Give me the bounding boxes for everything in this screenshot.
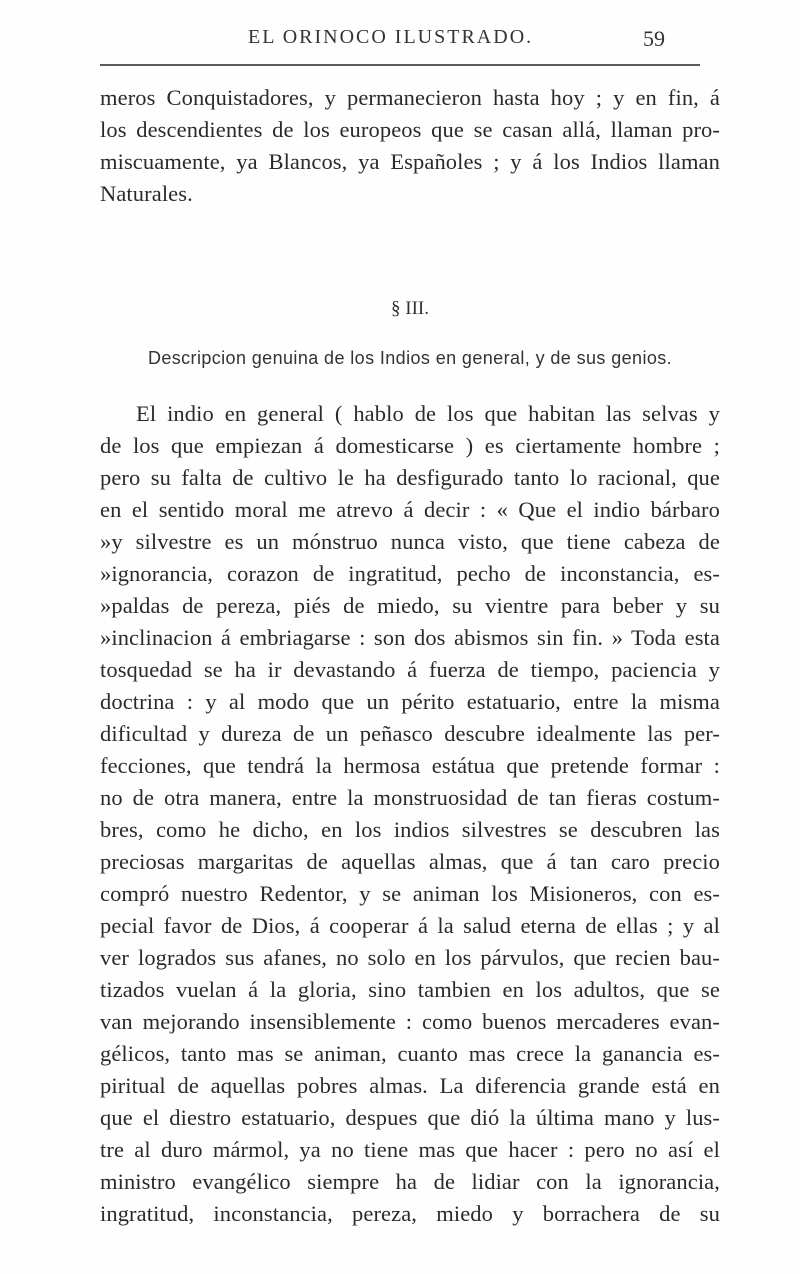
text-line: pecial favor de Dios, á cooperar á la salud eterna de ellas ; y al	[100, 913, 720, 938]
text-line: piritual de aquellas pobres almas. La diferencia grande está en	[100, 1073, 720, 1098]
text-line: Naturales.	[100, 181, 193, 206]
text-line: bres, como he dicho, en los indios silvestres se descubren las	[100, 817, 720, 842]
text-line: compró nuestro Redentor, y se animan los Misioneros, con es-	[100, 881, 720, 906]
section-subtitle: Descripcion genuina de los Indios en general, y de sus genios.	[147, 348, 673, 368]
text-line: gélicos, tanto mas se animan, cuanto mas crece la ganancia es-	[100, 1041, 720, 1066]
text-line: los descendientes de los europeos que se casan allá, llaman pro-	[100, 117, 720, 142]
text-line: dificultad y dureza de un peñasco descubre idealmente las per-	[100, 721, 720, 746]
text-line: ministro evangélico siempre ha de lidiar con la ignorancia,	[100, 1169, 720, 1194]
text-line: no de otra manera, entre la monstruosidad de tan fieras costum-	[100, 785, 720, 810]
text-line: tosquedad se ha ir devastando á fuerza de tiempo, paciencia y	[100, 657, 720, 682]
text-line: van mejorando insensiblemente : como buenos mercaderes evan-	[100, 1009, 720, 1034]
opening-paragraph	[100, 82, 720, 210]
text-line: que el diestro estatuario, despues que dió la última mano y lus-	[100, 1105, 720, 1130]
text-line: miscuamente, ya Blancos, ya Españoles ; y á los Indios llaman	[100, 149, 720, 174]
text-line: »paldas de pereza, piés de miedo, su vientre para beber y su	[100, 593, 720, 618]
running-title: EL ORINOCO ILUSTRADO.	[248, 26, 534, 48]
text-line: de los que empiezan á domesticarse ) es ciertamente hombre ;	[100, 433, 720, 458]
text-line: fecciones, que tendrá la hermosa estátua que pretende formar :	[100, 753, 720, 778]
running-head	[0, 26, 800, 56]
text-line: meros Conquistadores, y permanecieron hasta hoy ; y en fin, á	[100, 85, 720, 110]
header-rule	[100, 64, 700, 66]
text-line: en el sentido moral me atrevo á decir : « Que el indio bárbaro	[100, 497, 720, 522]
text-line: El indio en general ( hablo de los que habitan las selvas y	[136, 401, 720, 426]
text-line: ver logrados sus afanes, no solo en los párvulos, que recien bau-	[100, 945, 720, 970]
text-line: pero su falta de cultivo le ha desfigurado tanto lo racional, que	[100, 465, 720, 490]
text-line: tre al duro mármol, ya no tiene mas que hacer : pero no así el	[100, 1137, 720, 1162]
text-line: »inclinacion á embriagarse : son dos abismos sin fin. » Toda esta	[100, 625, 720, 650]
text-line: preciosas margaritas de aquellas almas, que á tan caro precio	[100, 849, 720, 874]
text-line: »y silvestre es un mónstruo nunca visto, que tiene cabeza de	[100, 529, 720, 554]
text-line: ingratitud, inconstancia, pereza, miedo y borrachera de su	[100, 1201, 720, 1226]
body-paragraph	[100, 398, 720, 1230]
text-line: doctrina : y al modo que un périto estatuario, entre la misma	[100, 689, 720, 714]
text-line: »ignorancia, corazon de ingratitud, pecho de inconstancia, es-	[100, 561, 720, 586]
page-number: 59	[643, 26, 665, 51]
section-number: § III.	[391, 298, 429, 319]
text-line: tizados vuelan á la gloria, sino tambien en los adultos, que se	[100, 977, 720, 1002]
